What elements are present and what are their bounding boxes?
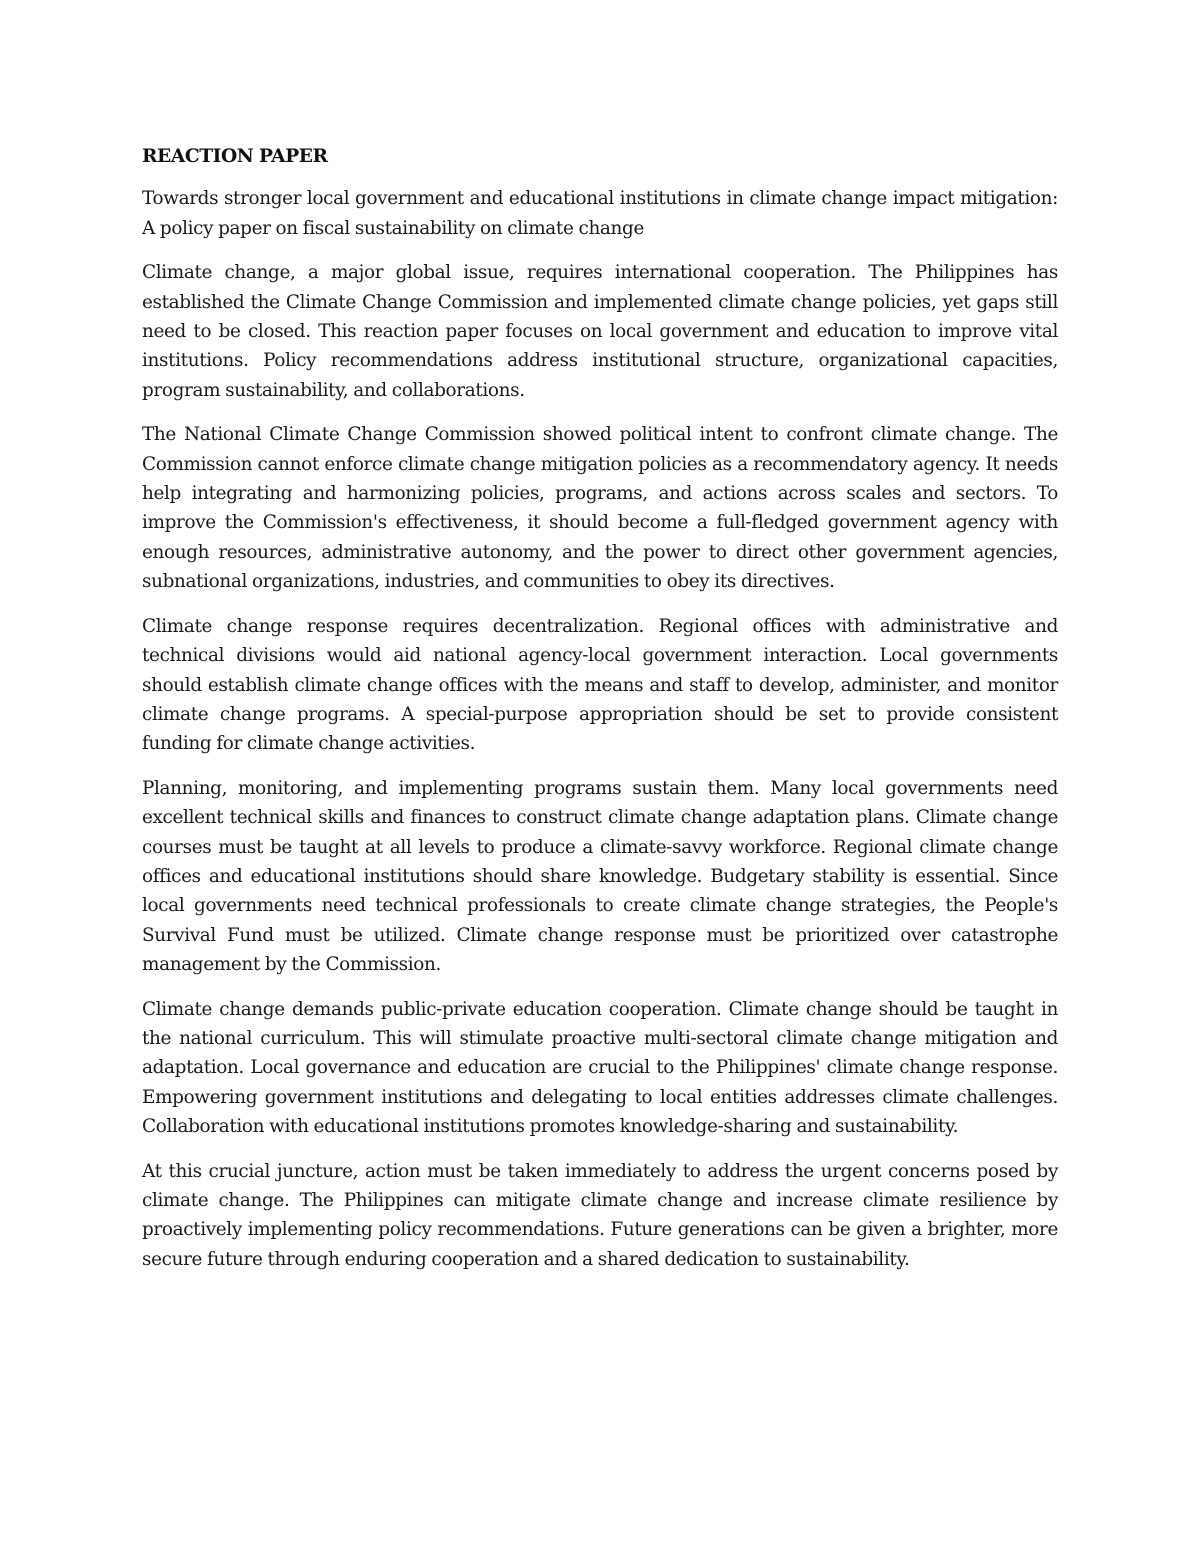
- document-title: REACTION PAPER: [142, 146, 328, 167]
- document-subtitle: Towards stronger local government and educational institutions in climate change impact mitigation: A policy paper on fiscal sustainability on climate change: [142, 188, 1058, 239]
- document-body: [142, 142, 1058, 1289]
- paragraph-introduction: Climate change, a major global issue, requires international cooperation. The Philippines has established the Climate Change Commission and implemented climate change policies, yet gaps still need to be closed. This reaction paper focuses on local government and education to improve vital institutions. Policy recommendations address institutional structure, organizational capacities, program sustainability, and collaborations.: [142, 262, 1058, 401]
- paragraph-sustainability: Planning, monitoring, and implementing programs sustain them. Many local governments need excellent technical skills and finances to construct climate change adaptation plans. Climate change courses must be taught at all levels to produce a climate-savvy workforce. Regional climate change offices and educational institutions should share knowledge. Budgetary stability is essential. Since local governments need technical professionals to create climate change strategies, the People's Survival Fund must be utilized. Climate change response must be prioritized over catastrophe management by the Commission.: [142, 777, 1058, 976]
- paragraph-conclusion: At this crucial juncture, action must be taken immediately to address the urgent concerns posed by climate change. The Philippines can mitigate climate change and increase climate resilience by proactively implementing policy recommendations. Future generations can be given a brighter, more secure future through enduring cooperation and a shared dedication to sustainability.: [142, 1160, 1058, 1270]
- paragraph-education-cooperation: Climate change demands public-private education cooperation. Climate change should be taught in the national curriculum. This will stimulate proactive multi-sectoral climate change mitigation and adaptation. Local governance and education are crucial to the Philippines' climate change response. Empowering government institutions and delegating to local entities addresses climate challenges. Collaboration with educational institutions promotes knowledge-sharing and sustainability.: [142, 998, 1058, 1138]
- paragraph-decentralization: Climate change response requires decentralization. Regional offices with administrative and technical divisions would aid national agency-local government interaction. Local governments should establish climate change offices with the means and staff to develop, administer, and monitor climate change programs. A special-purpose appropriation should be set to provide consistent funding for climate change activities.: [142, 615, 1058, 755]
- paragraph-commission: The National Climate Change Commission showed political intent to confront climate change. The Commission cannot enforce climate change mitigation policies as a recommendatory agency. It needs help integrating and harmonizing policies, programs, and actions across scales and sectors. To improve the Commission's effectiveness, it should become a full-fledged government agency with enough resources, administrative autonomy, and the power to direct other government agencies, subnational organizations, industries, and communities to obey its directives.: [142, 424, 1058, 593]
